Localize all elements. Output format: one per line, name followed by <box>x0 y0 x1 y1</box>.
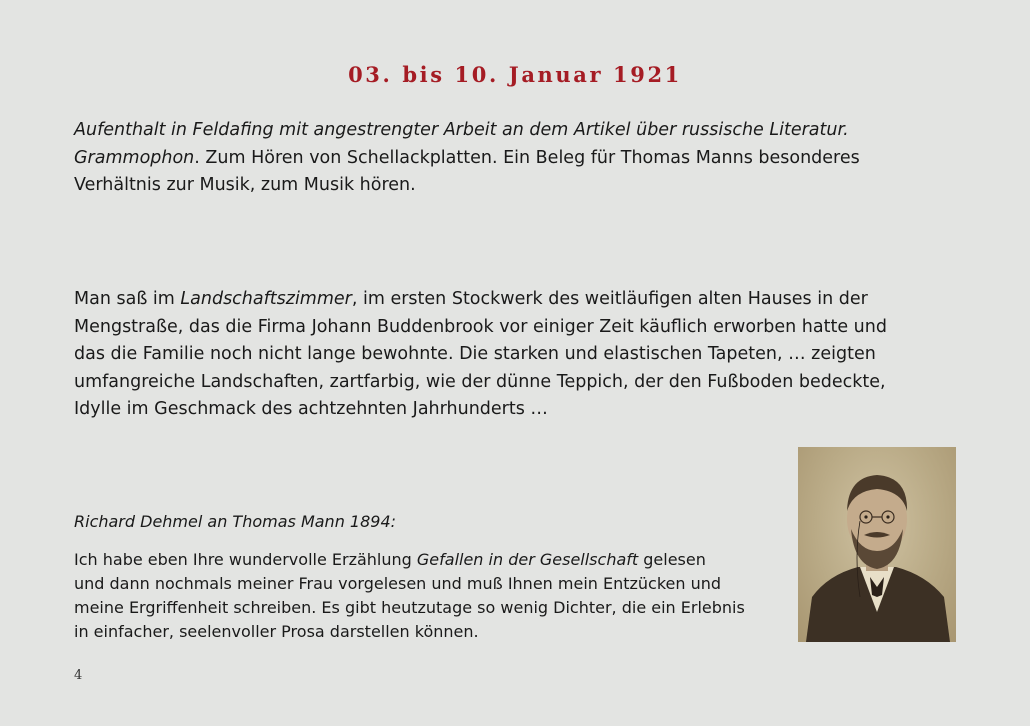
intro-italic-sentence: Aufenthalt in Feldafing mit angestrengter Arbeit an dem Artikel über russische Literatur. <box>74 120 849 140</box>
excerpt-text: umfangreiche Landschaften, zartfarbig, wie der dünne Teppich, der den Fußboden bedeckte, <box>74 371 886 392</box>
landschaftszimmer-term: Landschaftszimmer <box>180 289 352 309</box>
excerpt-text: Mengstraße, das die Firma Johann Buddenbrook vor einiger Zeit käuflich erworben hatte und <box>74 316 887 337</box>
story-title: Gefallen in der Gesellschaft <box>416 550 639 569</box>
intro-paragraph <box>74 117 954 200</box>
buddenbrooks-excerpt <box>74 286 954 424</box>
excerpt-text: das die Familie noch nicht lange bewohnte. Die starken und elastischen Tapeten, … zeigten <box>74 344 876 364</box>
page-title: 03. bis 10. Januar 1921 <box>348 62 682 87</box>
page-number: 4 <box>74 668 83 683</box>
quote-text: Ich habe eben Ihre wundervolle Erzählung <box>74 550 417 569</box>
intro-text: . Zum Hören von Schellackplatten. Ein Beleg für Thomas Manns besonderes <box>194 147 860 168</box>
quote-heading: Richard Dehmel an Thomas Mann 1894: <box>74 512 397 531</box>
quote-text: in einfacher, seelenvoller Prosa darstellen können. <box>74 622 479 641</box>
excerpt-text: Idylle im Geschmack des achtzehnten Jahrhunderts … <box>74 399 548 419</box>
intro-text: Verhältnis zur Musik, zum Musik hören. <box>74 175 416 195</box>
dehmel-portrait-photo <box>798 447 956 642</box>
excerpt-text: , im ersten Stockwerk des weitläufigen alten Hauses in der <box>351 289 868 309</box>
grammophon-term: Grammophon <box>74 147 195 168</box>
quote-text: meine Ergriffenheit schreiben. Es gibt heutzutage so wenig Dichter, die ein Erlebnis <box>74 598 745 617</box>
excerpt-text: Man saß im <box>74 289 181 309</box>
quote-text: und dann nochmals meiner Frau vorgelesen und muß Ihnen mein Entzücken und <box>74 574 722 593</box>
dehmel-quote <box>74 548 794 644</box>
portrait-illustration <box>798 447 956 642</box>
quote-text: gelesen <box>638 550 706 569</box>
